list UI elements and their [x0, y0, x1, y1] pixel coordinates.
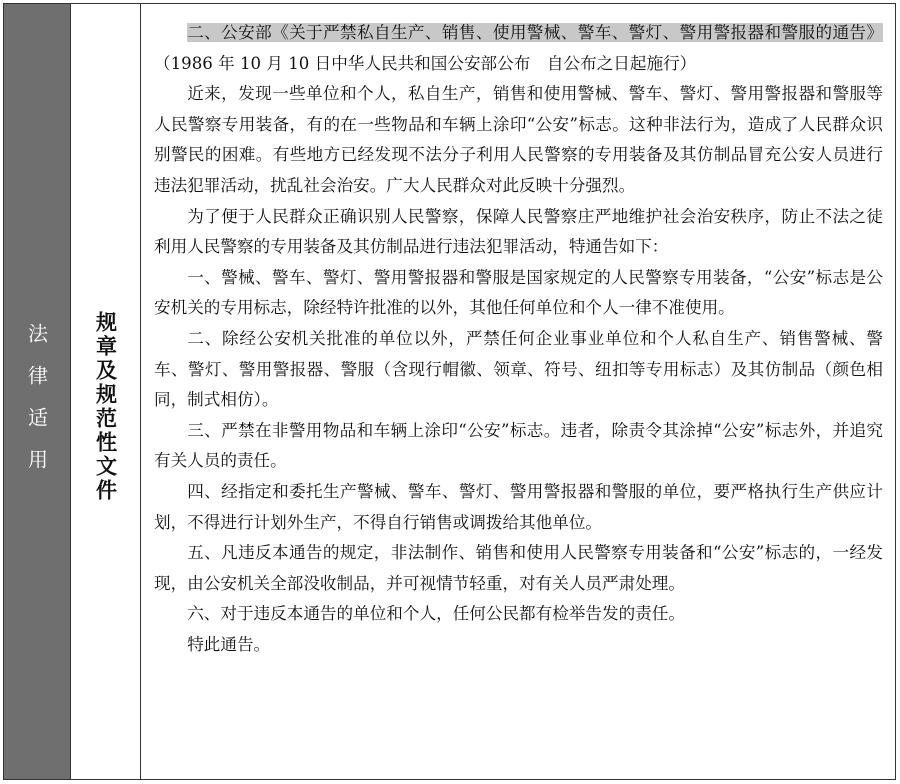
subcategory-column — [71, 4, 141, 779]
category-label: 法律适用 — [24, 322, 49, 491]
paragraph: 特此通告。 — [187, 634, 271, 654]
paragraph: 三、严禁在非警用物品和车辆上涂印“公安”标志。违者，除责令其涂掉“公安”标志外，并追究有关人员的责任。 — [154, 420, 883, 471]
notice-title: 二、公安部《关于严禁私自生产、销售、使用警械、警车、警灯、警用警报器和警服的通告》 — [187, 23, 883, 42]
subcategory-label: 规章及规范性文件 — [93, 310, 118, 503]
paragraph: 六、对于违反本通告的单位和个人，任何公民都有检举告发的责任。 — [187, 604, 685, 624]
document-table — [3, 3, 896, 780]
notice-publication-note: （1986 年 10 月 10 日中华人民共和国公安部公布 自公布之日起施行） — [154, 53, 697, 73]
paragraph: 四、经指定和委托生产警械、警车、警灯、警用警报器和警服的单位，要严格执行生产供应计划，不得进行计划外生产，不得自行销售或调拨给其他单位。 — [154, 481, 883, 532]
paragraph: 为了便于人民群众正确识别人民警察，保障人民警察庄严地维护社会治安秩序，防止不法之徒利用人民警察的专用装备及其仿制品进行违法犯罪活动，特通告如下： — [154, 206, 883, 257]
category-column — [4, 4, 71, 779]
document-content — [141, 4, 895, 779]
paragraph: 一、警械、警车、警灯、警用警报器和警服是国家规定的人民警察专用装备，“公安”标志是公安机关的专用标志，除经特许批准的以外，其他任何单位和个人一律不准使用。 — [154, 267, 883, 318]
document-heading — [154, 18, 883, 79]
paragraph: 近来，发现一些单位和个人，私自生产，销售和使用警械、警车、警灯、警用警报器和警服等人民警察专用装备，有的在一些物品和车辆上涂印“公安”标志。这种非法行为，造成了人民群众识别警民的困难。有些地方已经发现不法分子利用人民警察的专用装备及其仿制品冒充公安人员进行违法犯罪活动，扰乱社会治安。广大人民群众对此反映十分强烈。 — [154, 84, 883, 195]
paragraph: 二、除经公安机关批准的单位以外，严禁任何企业事业单位和个人私自生产、销售警械、警车、警灯、警用警报器、警服（含现行帽徽、领章、符号、纽扣等专用标志）及其仿制品（颜色相同，制式相仿）。 — [154, 328, 883, 410]
paragraph: 五、凡违反本通告的规定，非法制作、销售和使用人民警察专用装备和“公安”标志的，一经发现，由公安机关全部没收制品，并可视情节轻重，对有关人员严肃处理。 — [154, 543, 883, 593]
